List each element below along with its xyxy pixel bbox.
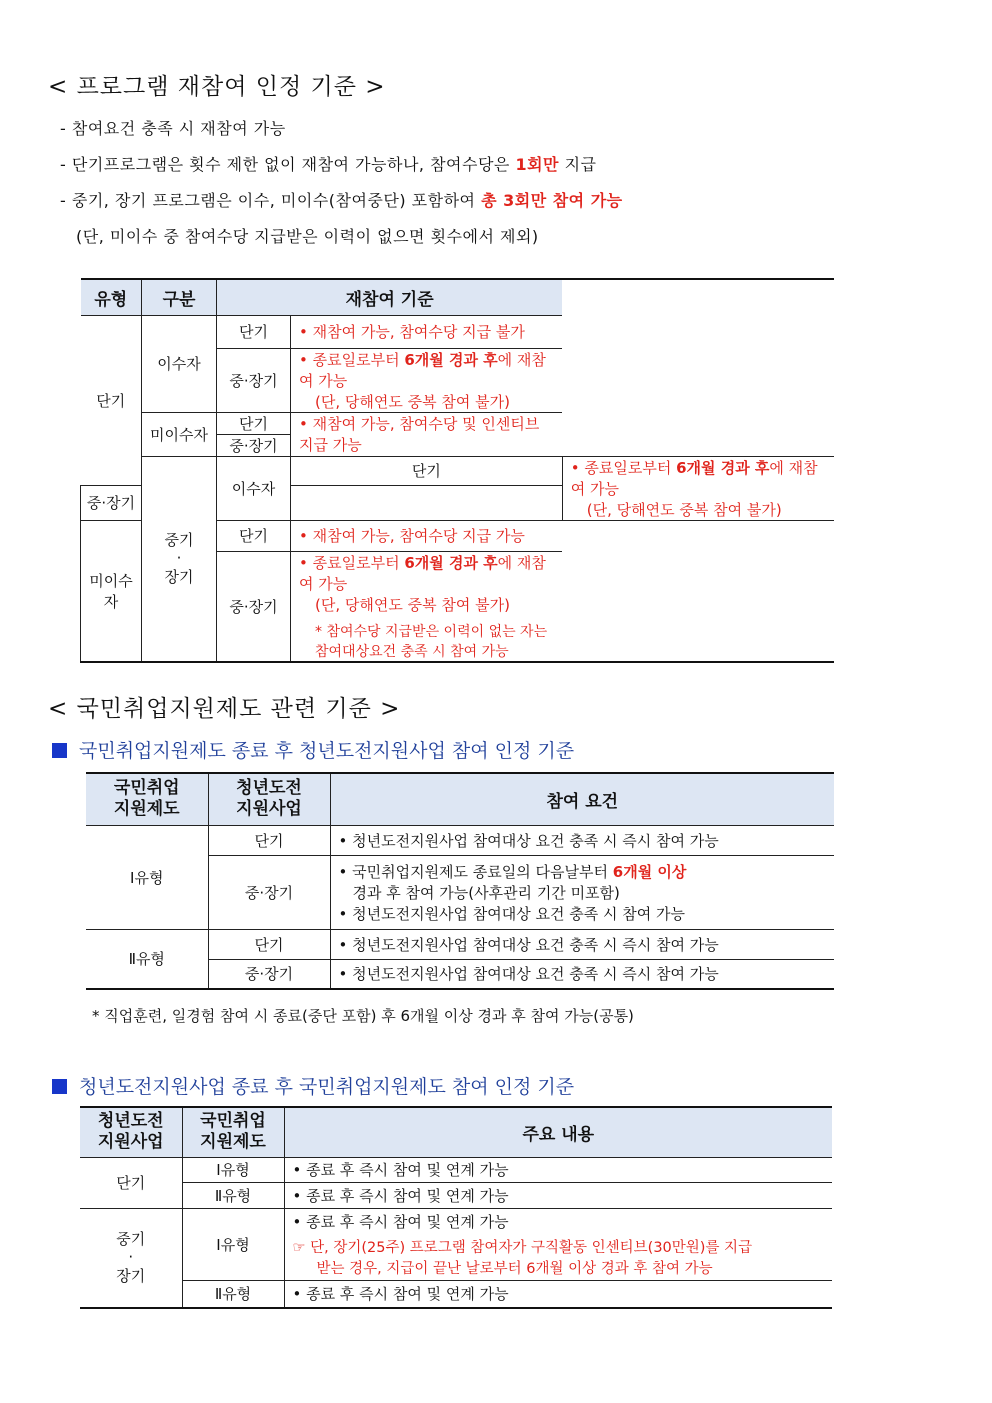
term-short: 단기 (217, 412, 291, 434)
type1-label: Ⅰ유형 (86, 825, 208, 929)
content-cell (284, 1208, 832, 1280)
bullet-3 (60, 188, 623, 211)
youth-to-kua-table (80, 1106, 832, 1309)
content-cell: • 종료 후 즉시 참여 및 연계 가능 (284, 1157, 832, 1182)
criteria-cell (291, 348, 563, 412)
completed-label: 이수자 (217, 456, 291, 520)
requirement-text: • 청년도전지원사업 참여대상 요건 충족 시 참여 가능 (338, 904, 686, 923)
term-midlong: 중·장기 (217, 551, 291, 662)
bullet-3-emphasis: 총 3회만 참여 가능 (481, 191, 623, 210)
term-short: 단기 (291, 456, 563, 485)
header-criteria: 재참여 기준 (217, 279, 563, 315)
subsection2-title (52, 1072, 574, 1099)
criteria-cell: • 재참여 가능, 참여수당 및 인센티브 지급 가능 (291, 412, 563, 456)
subsection1-title (52, 736, 574, 763)
type1-label: Ⅰ유형 (182, 1157, 284, 1182)
kua-to-youth-table (86, 772, 834, 990)
type1-label: Ⅰ유형 (182, 1208, 284, 1280)
midlong-label: 중기 · 장기 (80, 1208, 182, 1308)
requirement-cell: • 청년도전지원사업 참여대상 요건 충족 시 즉시 참여 가능 (330, 825, 834, 855)
content-text: • 종료 후 즉시 참여 및 연계 가능 (292, 1212, 509, 1231)
criteria-subnote: (단, 당해연도 중복 참여 불가) (315, 595, 510, 614)
term-short: 단기 (208, 929, 330, 959)
criteria-text: 에 재참여 가능 (299, 553, 546, 593)
bullet-4: (단, 미이수 중 참여수당 지급받은 이력이 없으면 횟수에서 제외) (76, 227, 539, 246)
bullet-2-text: - 단기프로그램은 횟수 제한 없이 재참여 가능하나, 참여수당은 (60, 155, 516, 174)
bullet-2 (60, 152, 597, 175)
header-content: 주요 내용 (284, 1107, 832, 1157)
completed-label: 이수자 (142, 315, 217, 412)
header-kua: 국민취업 지원제도 (182, 1107, 284, 1157)
header-youth: 청년도전 지원사업 (80, 1107, 182, 1157)
term-midlong: 중·장기 (208, 959, 330, 989)
bullet-3-text: - 중기, 장기 프로그램은 이수, 미이수(참여중단) 포함하여 (60, 191, 482, 210)
requirement-cell: • 청년도전지원사업 참여대상 요건 충족 시 즉시 참여 가능 (330, 959, 834, 989)
content-cell: • 종료 후 즉시 참여 및 연계 가능 (284, 1182, 832, 1208)
term-midlong: 중·장기 (217, 434, 291, 456)
type2-label: Ⅱ유형 (182, 1280, 284, 1308)
bullet-2-emphasis: 1회만 (515, 155, 559, 174)
criteria-text: • 종료일로부터 (570, 458, 677, 477)
subsection2-title-text: 청년도전지원사업 종료 후 국민취업지원제도 참여 인정 기준 (79, 1076, 575, 1098)
content-cell: • 종료 후 즉시 참여 및 연계 가능 (284, 1280, 832, 1308)
criteria-emphasis: 6개월 경과 후 (404, 350, 498, 369)
criteria-note: * 참여수당 지급받은 이력이 없는 자는 참여대상요건 충족 시 참여 가능 (315, 623, 548, 660)
reentry-table (80, 278, 834, 663)
type-midlong: 중기 · 장기 (142, 456, 217, 662)
criteria-text: • 종료일로부터 (299, 553, 405, 572)
term-short: 단기 (217, 315, 291, 348)
criteria-emphasis: 6개월 경과 후 (404, 553, 498, 572)
square-bullet-icon (52, 1079, 67, 1094)
header-kua: 국민취업 지원제도 (86, 773, 208, 825)
term-midlong: 중·장기 (208, 855, 330, 929)
requirement-cell: • 청년도전지원사업 참여대상 요건 충족 시 즉시 참여 가능 (330, 929, 834, 959)
criteria-cell (291, 551, 563, 662)
header-type: 유형 (81, 279, 142, 315)
criteria-emphasis: 6개월 경과 후 (676, 458, 770, 477)
requirement-text: 경과 후 참여 가능(사후관리 기간 미포함) (352, 883, 620, 902)
content-note: 받는 경우, 지급이 끝난 날로부터 6개월 이상 경과 후 참여 가능 (316, 1260, 713, 1277)
criteria-text: • 종료일로부터 (299, 350, 405, 369)
criteria-subnote: (단, 당해연도 중복 참여 불가) (586, 500, 782, 519)
short-label: 단기 (80, 1157, 182, 1208)
criteria-cell: • 재참여 가능, 참여수당 지급 불가 (291, 315, 563, 348)
section1-title: < 프로그램 재참여 인정 기준 > (48, 74, 386, 100)
type2-label: Ⅱ유형 (86, 929, 208, 989)
content-note: ☞ 단, 장기(25주) 프로그램 참여자가 구직활동 인센티브(30만원)를 지급 (292, 1239, 753, 1256)
not-completed-label: 미이수자 (81, 520, 142, 662)
criteria-cell: • 재참여 가능, 참여수당 지급 가능 (291, 520, 563, 551)
not-completed-label: 미이수자 (142, 412, 217, 456)
header-requirement: 참여 요건 (330, 773, 834, 825)
requirement-emphasis: 6개월 이상 (612, 862, 687, 881)
term-short: 단기 (208, 825, 330, 855)
criteria-text: 에 재참여 가능 (299, 350, 546, 390)
requirement-text: • 국민취업지원제도 종료일의 다음날부터 (338, 862, 613, 881)
header-youth: 청년도전 지원사업 (208, 773, 330, 825)
type-short: 단기 (81, 315, 142, 485)
criteria-subnote: (단, 당해연도 중복 참여 불가) (315, 392, 510, 411)
header-category: 구분 (142, 279, 217, 315)
term-short: 단기 (217, 520, 291, 551)
subsection1-title-text: 국민취업지원제도 종료 후 청년도전지원사업 참여 인정 기준 (79, 740, 575, 762)
term-midlong: 중·장기 (217, 348, 291, 412)
requirement-cell (330, 855, 834, 929)
term-midlong: 중·장기 (81, 485, 142, 520)
type2-label: Ⅱ유형 (182, 1182, 284, 1208)
section2-title: < 국민취업지원제도 관련 기준 > (48, 696, 401, 722)
bullet-1: - 참여요건 충족 시 재참여 가능 (60, 119, 286, 138)
footnote: * 직업훈련, 일경험 참여 시 종료(중단 포함) 후 6개월 이상 경과 후 참여 가능(공통) (92, 1007, 634, 1025)
square-bullet-icon (52, 743, 67, 758)
criteria-text: 에 재참여 가능 (570, 458, 818, 498)
bullet-2-tail: 지급 (559, 155, 597, 174)
criteria-cell (562, 456, 834, 520)
